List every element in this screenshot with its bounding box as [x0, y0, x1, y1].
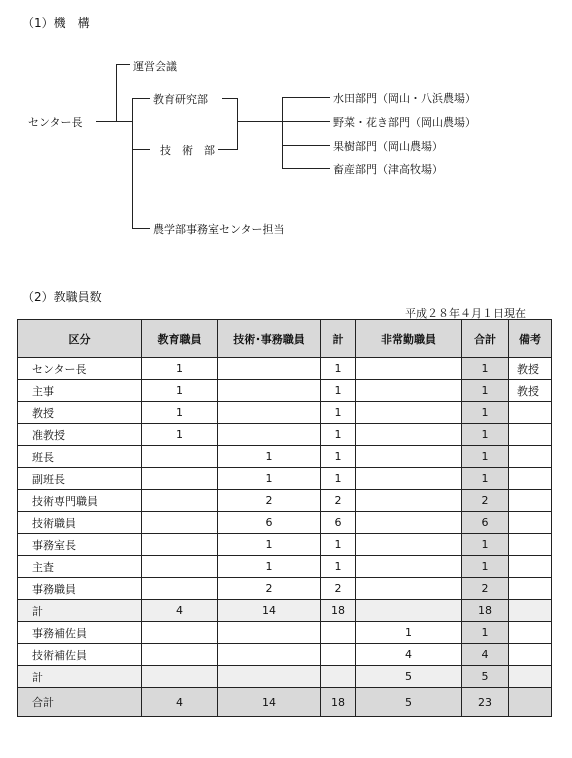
- table-row: [18, 644, 552, 666]
- table-row: [18, 468, 552, 490]
- table-cell: 1: [462, 358, 509, 380]
- table-cell: 2: [218, 578, 321, 600]
- table-cell: 准教授: [18, 424, 142, 446]
- org-line-dept3: [282, 145, 330, 146]
- table-cell: 1: [321, 402, 356, 424]
- table-cell: [142, 534, 218, 556]
- table-cell: 1: [321, 468, 356, 490]
- table-cell: 1: [218, 446, 321, 468]
- table-cell: [218, 358, 321, 380]
- table-cell: 1: [462, 380, 509, 402]
- table-cell: [509, 512, 552, 534]
- table-cell: [356, 424, 462, 446]
- org-line-merge-h: [237, 121, 282, 122]
- org-line-council-v: [116, 64, 117, 121]
- org-line-office-h: [132, 228, 150, 229]
- table-cell: 4: [462, 644, 509, 666]
- table-cell: [509, 490, 552, 512]
- table-cell: [509, 556, 552, 578]
- org-line-dept1: [282, 97, 330, 98]
- table-cell: 事務室長: [18, 534, 142, 556]
- table-cell: 2: [218, 490, 321, 512]
- table-cell: [509, 446, 552, 468]
- table-cell: 1: [218, 468, 321, 490]
- table-cell: [142, 622, 218, 644]
- table-cell: 18: [321, 688, 356, 717]
- table-cell: 事務職員: [18, 578, 142, 600]
- table-row: [18, 380, 552, 402]
- table-cell: [509, 688, 552, 717]
- table-cell: 事務補佐員: [18, 622, 142, 644]
- table-cell: 2: [462, 578, 509, 600]
- table-cell: 技術専門職員: [18, 490, 142, 512]
- org-dept-vegetable: 野菜・花き部門（岡山農場）: [333, 116, 476, 129]
- table-cell: 1: [321, 534, 356, 556]
- table-cell: [321, 666, 356, 688]
- table-row: [18, 490, 552, 512]
- table-row: [18, 556, 552, 578]
- table-cell: [356, 534, 462, 556]
- table-cell: [509, 622, 552, 644]
- table-row: [18, 622, 552, 644]
- table-cell: [142, 490, 218, 512]
- header-technical: 技術･事務職員: [218, 320, 321, 358]
- org-line-main-v: [132, 98, 133, 228]
- table-cell: 6: [321, 512, 356, 534]
- table-row: [18, 402, 552, 424]
- table-cell: [142, 556, 218, 578]
- table-cell: [218, 666, 321, 688]
- table-cell: [321, 644, 356, 666]
- staff-table: [17, 319, 552, 717]
- table-cell: [218, 402, 321, 424]
- table-cell: [509, 468, 552, 490]
- table-cell: 6: [218, 512, 321, 534]
- table-cell: 1: [321, 380, 356, 402]
- section1-heading: （1）機 構: [22, 16, 90, 30]
- table-cell: 技術補佐員: [18, 644, 142, 666]
- table-row: [18, 688, 552, 717]
- table-cell: 14: [218, 688, 321, 717]
- table-cell: 1: [462, 402, 509, 424]
- table-cell: [509, 424, 552, 446]
- table-cell: 1: [321, 556, 356, 578]
- table-cell: 4: [356, 644, 462, 666]
- table-cell: 5: [462, 666, 509, 688]
- table-cell: [142, 468, 218, 490]
- table-cell: 23: [462, 688, 509, 717]
- table-cell: [142, 512, 218, 534]
- table-cell: 1: [462, 424, 509, 446]
- table-cell: [509, 402, 552, 424]
- table-row: [18, 424, 552, 446]
- org-line-branch: [116, 121, 132, 122]
- org-line-merge-v: [237, 98, 238, 150]
- header-teaching: 教育職員: [142, 320, 218, 358]
- table-cell: 1: [142, 380, 218, 402]
- header-category: 区分: [18, 320, 142, 358]
- table-cell: 1: [462, 446, 509, 468]
- table-cell: [142, 578, 218, 600]
- table-cell: 18: [462, 600, 509, 622]
- table-row: [18, 578, 552, 600]
- table-cell: [356, 468, 462, 490]
- table-row: [18, 666, 552, 688]
- table-cell: 主事: [18, 380, 142, 402]
- table-cell: 1: [462, 468, 509, 490]
- table-cell: [142, 446, 218, 468]
- org-line-tech-h: [132, 149, 150, 150]
- table-cell: 5: [356, 666, 462, 688]
- table-cell: 5: [356, 688, 462, 717]
- section2-heading: （2）教職員数: [22, 290, 102, 304]
- org-root: センター長: [28, 116, 83, 129]
- table-cell: [142, 644, 218, 666]
- table-cell: 合計: [18, 688, 142, 717]
- table-cell: 1: [462, 556, 509, 578]
- table-cell: 1: [218, 534, 321, 556]
- table-cell: [321, 622, 356, 644]
- org-office: 農学部事務室センター担当: [153, 223, 285, 236]
- table-cell: 1: [142, 402, 218, 424]
- table-cell: [509, 666, 552, 688]
- table-cell: 班長: [18, 446, 142, 468]
- table-cell: 1: [321, 358, 356, 380]
- table-cell: [356, 446, 462, 468]
- table-cell: 1: [321, 446, 356, 468]
- header-parttime: 非常勤職員: [356, 320, 462, 358]
- table-cell: 18: [321, 600, 356, 622]
- table-cell: 技術職員: [18, 512, 142, 534]
- table-cell: 14: [218, 600, 321, 622]
- table-row: [18, 600, 552, 622]
- table-cell: 4: [142, 600, 218, 622]
- table-header-row: [18, 320, 552, 358]
- header-remarks: 備考: [509, 320, 552, 358]
- table-cell: 1: [462, 622, 509, 644]
- org-line-dept-v: [282, 97, 283, 169]
- org-council: 運営会議: [133, 60, 177, 73]
- table-cell: 1: [321, 424, 356, 446]
- org-tech: 技 術 部: [160, 144, 215, 157]
- table-cell: [509, 600, 552, 622]
- table-cell: 教授: [509, 358, 552, 380]
- date-note: 平成２８年４月１日現在: [405, 307, 526, 320]
- table-row: [18, 446, 552, 468]
- org-line-dept4: [282, 168, 330, 169]
- table-row: [18, 358, 552, 380]
- table-cell: 4: [142, 688, 218, 717]
- table-cell: 1: [462, 534, 509, 556]
- table-cell: 副班長: [18, 468, 142, 490]
- table-cell: [218, 622, 321, 644]
- table-cell: 2: [462, 490, 509, 512]
- table-cell: 1: [142, 358, 218, 380]
- table-cell: 教授: [18, 402, 142, 424]
- table-cell: 2: [321, 490, 356, 512]
- table-cell: [356, 380, 462, 402]
- table-cell: センター長: [18, 358, 142, 380]
- table-cell: 計: [18, 666, 142, 688]
- org-line-council-h: [116, 64, 130, 65]
- table-cell: 主査: [18, 556, 142, 578]
- table-cell: 2: [321, 578, 356, 600]
- table-cell: 教授: [509, 380, 552, 402]
- table-cell: [218, 424, 321, 446]
- org-dept-fruit: 果樹部門（岡山農場）: [333, 140, 443, 153]
- table-cell: [356, 512, 462, 534]
- org-line-research-r: [222, 98, 237, 99]
- org-line-dept2: [282, 121, 330, 122]
- table-cell: [509, 644, 552, 666]
- table-cell: 計: [18, 600, 142, 622]
- table-cell: [356, 358, 462, 380]
- table-cell: 1: [218, 556, 321, 578]
- org-line-tech-r: [218, 149, 237, 150]
- org-dept-livestock: 畜産部門（津高牧場）: [333, 163, 443, 176]
- table-cell: [218, 644, 321, 666]
- table-cell: [142, 666, 218, 688]
- org-dept-paddy: 水田部門（岡山・八浜農場）: [333, 92, 476, 105]
- table-row: [18, 534, 552, 556]
- org-line-root: [96, 121, 116, 122]
- header-total: 合計: [462, 320, 509, 358]
- table-row: [18, 512, 552, 534]
- table-cell: [356, 600, 462, 622]
- table-cell: [218, 380, 321, 402]
- table-cell: [509, 534, 552, 556]
- table-cell: [509, 578, 552, 600]
- table-cell: 6: [462, 512, 509, 534]
- table-cell: 1: [142, 424, 218, 446]
- header-subtotal: 計: [321, 320, 356, 358]
- org-line-research-h: [132, 98, 150, 99]
- table-cell: [356, 490, 462, 512]
- org-research: 教育研究部: [153, 93, 208, 106]
- table-cell: [356, 556, 462, 578]
- table-cell: 1: [356, 622, 462, 644]
- table-cell: [356, 402, 462, 424]
- table-cell: [356, 578, 462, 600]
